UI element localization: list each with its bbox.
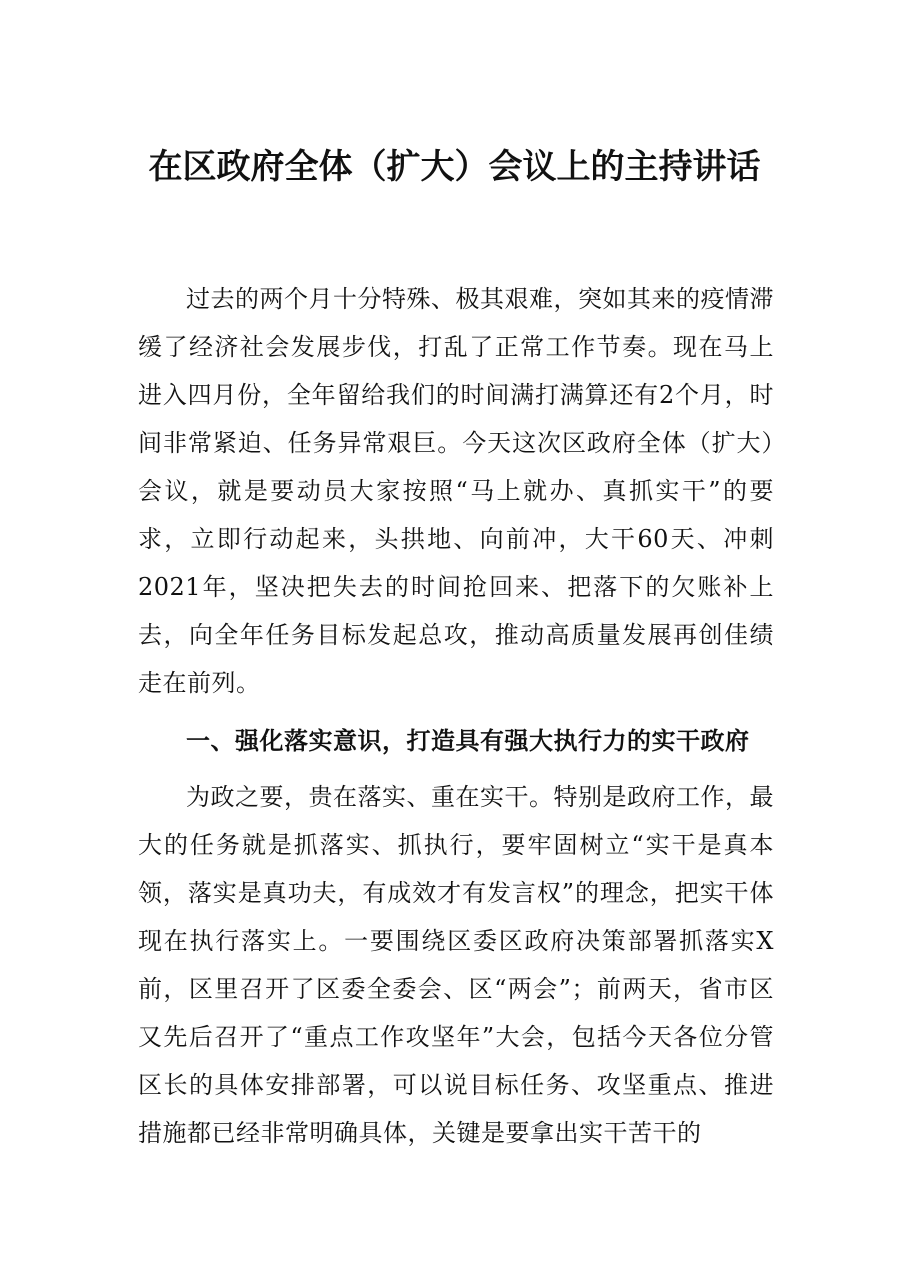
section-heading: 一、强化落实意识，打造具有强大执行力的实干政府 bbox=[186, 726, 750, 755]
intro-paragraph: 过去的两个月十分特殊、极其艰难，突如其来的疫情滞缓了经济社会发展步伐，打乱了正常工作节奏。现在马上进入四月份，全年留给我们的时间满打满算还有2个月，时间非常紧迫、任务异常艰巨。今天这次区政府全体（扩大）会议，就是要动员大家按照“马上就办、真抓实干”的要求，立即行动起来，头拱地、向前冲，大干60天、冲刺2021年，坚决把失去的时间抢回来、把落下的欠账补上去，向全年任务目标发起总攻，推动高质量发展再创佳绩走在前列。 bbox=[138, 285, 774, 697]
document-title: 在区政府全体（扩大）会议上的主持讲话 bbox=[148, 147, 761, 187]
section-paragraph: 为政之要，贵在落实、重在实干。特别是政府工作，最大的任务就是抓落实、抓执行，要牢固树立“实干是真本领，落实是真功夫，有成效才有发言权”的理念，把实干体现在执行落实上。一要围绕区委区政府决策部署抓落实X前，区里召开了区委全委会、区“两会”；前两天，省市区又先后召开了“重点工作攻坚年”大会，包括今天各位分管区长的具体安排部署，可以说目标任务、攻坚重点、推进措施都已经非常明确具体，关键是要拿出实干苦干的 bbox=[138, 783, 774, 1147]
